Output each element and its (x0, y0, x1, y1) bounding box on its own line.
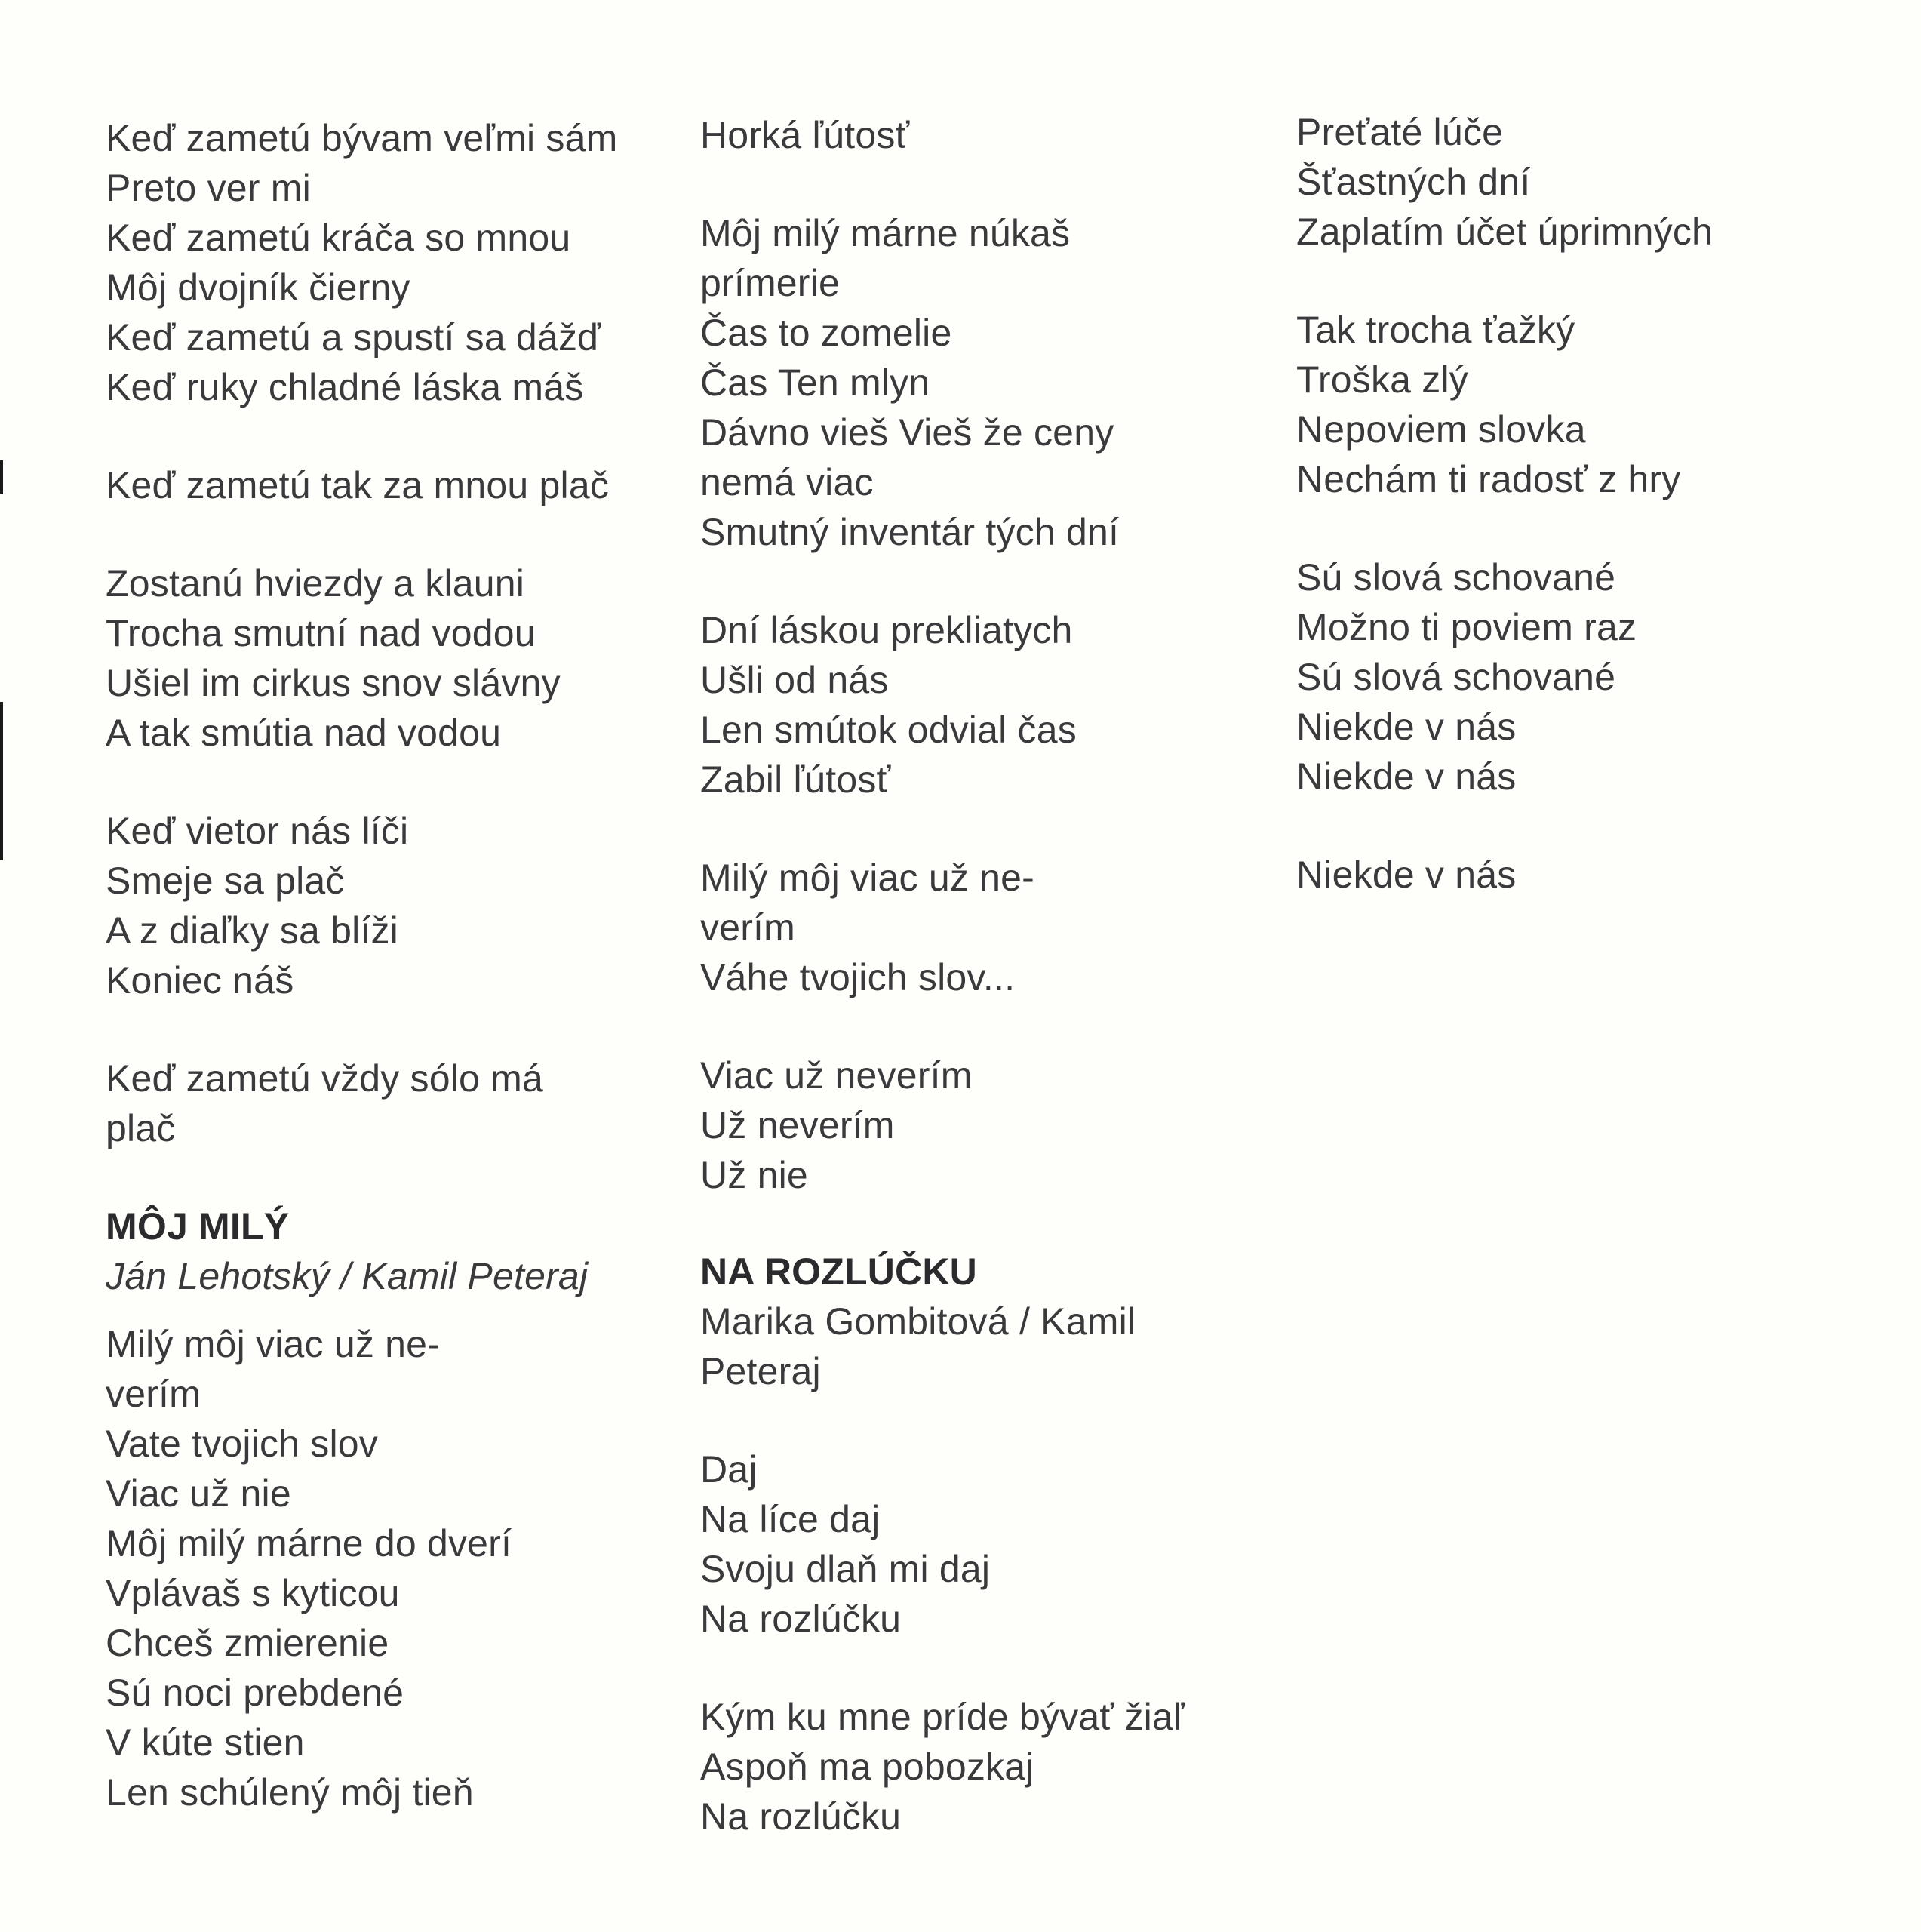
lyric-line: Čas to zomelie (700, 312, 952, 354)
lyric-line: Kým ku mne príde bývať žiaľ (700, 1696, 1185, 1738)
lyric-line: Preťaté lúče (1296, 111, 1504, 153)
lyric-line: Sú slová schované (1296, 556, 1616, 598)
lyric-line: Niekde v nás (1296, 706, 1517, 748)
lyric-line: Viac už neverím (700, 1054, 973, 1097)
lyric-line: Svoju dlaň mi daj (700, 1548, 991, 1590)
lyric-line: Čas Ten mlyn (700, 361, 930, 404)
lyric-line: Dní láskou prekliatych (700, 609, 1073, 651)
song-title: MÔJ MILÝ (106, 1205, 290, 1247)
lyric-line: A z diaľky sa blíži (106, 909, 398, 952)
lyric-line: V kúte stien (106, 1721, 305, 1764)
lyric-line: Zostanú hviezdy a klauni (106, 562, 525, 605)
lyric-line: Keď ruky chladné láska máš (106, 366, 584, 408)
lyric-line: Koniec náš (106, 959, 294, 1001)
song-credits: Marika Gombitová / Kamil (700, 1300, 1136, 1343)
song-title: NA ROZLÚČKU (700, 1251, 977, 1293)
lyric-line: plač (106, 1107, 176, 1149)
lyric-line: Milý môj viac už ne- (700, 857, 1034, 899)
lyric-line: Môj milý márne do dverí (106, 1522, 512, 1564)
lyric-line: Keď zametú a spustí sa dážď (106, 316, 601, 358)
lyric-line: Na rozlúčku (700, 1795, 902, 1838)
lyric-line: Váhe tvojich slov... (700, 956, 1016, 998)
lyric-line: Zabil ľútosť (700, 758, 891, 801)
lyric-line: Aspoň ma pobozkaj (700, 1746, 1034, 1788)
song-credits: Peteraj (700, 1350, 821, 1392)
lyric-line: Milý môj viac už ne- (106, 1323, 440, 1365)
lyric-line: A tak smútia nad vodou (106, 712, 502, 754)
lyric-line: Horká ľútosť (700, 114, 910, 156)
lyric-line: Sú noci prebdené (106, 1672, 404, 1714)
lyric-line: Keď zametú kráča so mnou (106, 217, 571, 259)
edge-mark (0, 460, 3, 494)
lyric-line: Daj (700, 1448, 758, 1491)
lyric-line: Len schúlený môj tieň (106, 1771, 474, 1814)
lyric-line: Sú slová schované (1296, 656, 1616, 698)
lyric-line: Keď vietor nás líči (106, 810, 409, 852)
lyric-line: Už neverím (700, 1104, 895, 1146)
lyric-line: Viac už nie (106, 1472, 291, 1515)
lyric-line: Možno ti poviem raz (1296, 606, 1637, 648)
lyric-line: Smutný inventár tých dní (700, 511, 1120, 553)
lyric-line: Keď zametú bývam veľmi sám (106, 117, 618, 159)
lyric-line: Ušiel im cirkus snov slávny (106, 662, 561, 704)
lyric-line: Niekde v nás (1296, 854, 1517, 896)
lyric-line: verím (700, 906, 795, 949)
lyric-line: Len smútok odvial čas (700, 709, 1077, 751)
lyric-line: Chceš zmierenie (106, 1622, 389, 1664)
song-credits: Ján Lehotský / Kamil Peteraj (106, 1255, 589, 1297)
lyric-line: Už nie (700, 1154, 808, 1196)
lyric-line: Zaplatím účet úprimných (1296, 211, 1714, 253)
lyric-line: Dávno vieš Vieš že ceny (700, 411, 1114, 454)
lyric-line: Môj dvojník čierny (106, 266, 410, 309)
lyric-line: verím (106, 1373, 201, 1415)
lyric-line: prímerie (700, 262, 840, 304)
lyric-line: Na líce daj (700, 1498, 881, 1540)
lyric-line: Tak trocha ťažký (1296, 309, 1575, 351)
lyric-line: Nepoviem slovka (1296, 408, 1586, 451)
edge-mark (0, 702, 3, 860)
lyric-line: Preto ver mi (106, 167, 311, 209)
lyric-line: Trocha smutní nad vodou (106, 612, 536, 654)
lyric-line: Vate tvojich slov (106, 1423, 378, 1465)
lyric-line: Ušli od nás (700, 659, 889, 701)
lyric-line: Keď zametú vždy sólo má (106, 1057, 544, 1100)
lyric-line: Niekde v nás (1296, 755, 1517, 798)
lyric-line: Keď zametú tak za mnou plač (106, 464, 610, 506)
lyric-line: Na rozlúčku (700, 1598, 902, 1640)
lyric-line: Troška zlý (1296, 358, 1468, 401)
lyric-line: Šťastných dní (1296, 161, 1531, 203)
lyric-line: Nechám ti radosť z hry (1296, 458, 1681, 500)
lyric-line: Môj milý márne núkaš (700, 212, 1071, 254)
lyric-line: Vplávaš s kyticou (106, 1572, 400, 1614)
lyric-line: nemá viac (700, 461, 874, 503)
lyric-line: Smeje sa plač (106, 860, 345, 902)
